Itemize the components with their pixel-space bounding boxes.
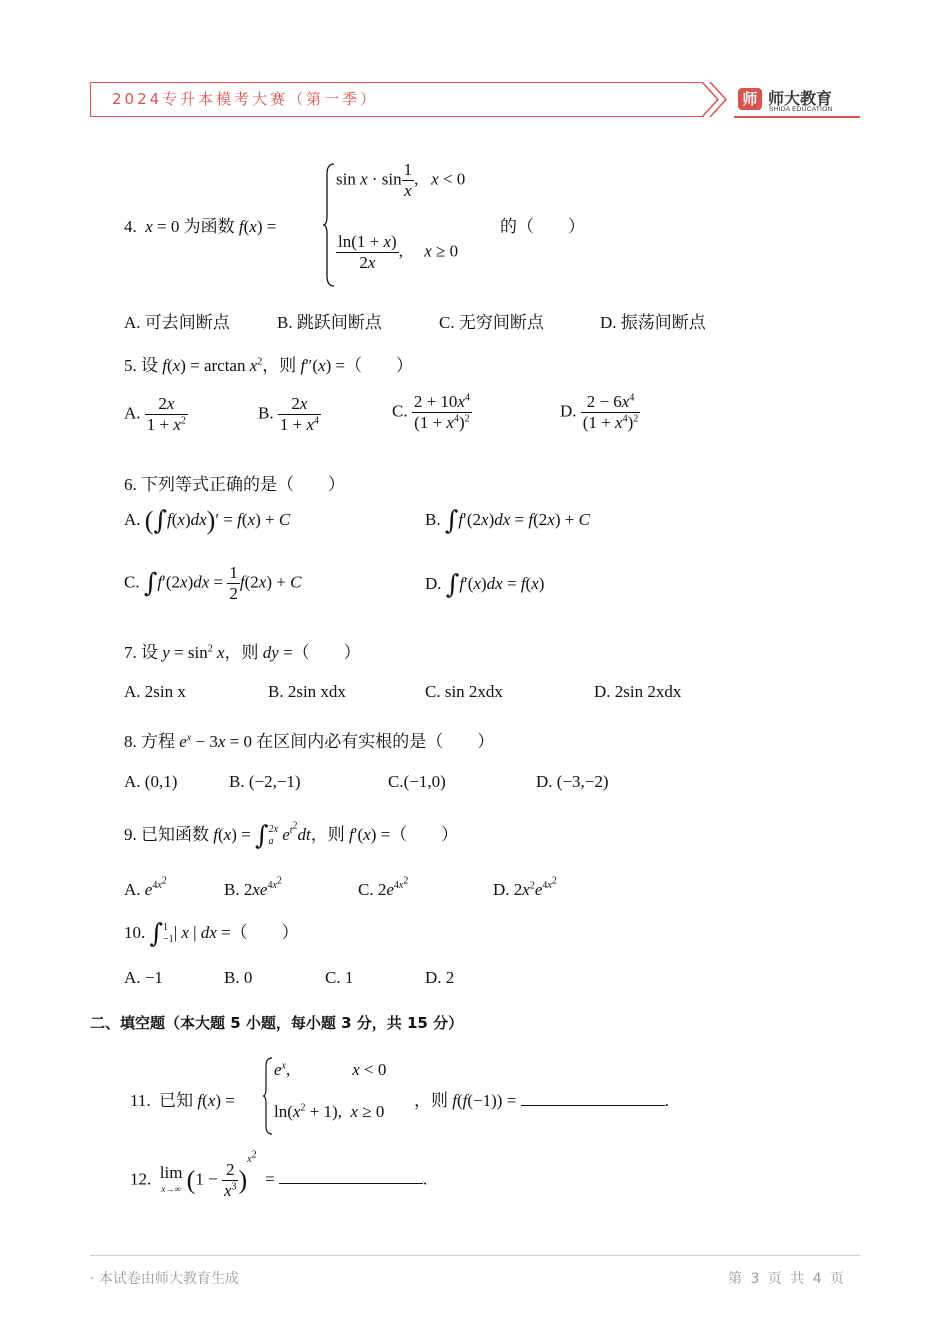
logo-name: 师大教育 bbox=[768, 89, 833, 108]
q10-stem: 10. ∫1 −1| x | dx =（ ） bbox=[124, 919, 299, 950]
q4-option-c[interactable]: C. 无穷间断点 bbox=[439, 313, 544, 332]
q6-option-a[interactable]: A. (∫f(x)dx)′ = f(x) + C bbox=[124, 506, 291, 536]
q11-case2: $\ln(x^2 + 1)$, x ≥ 0 bbox=[274, 1102, 385, 1121]
q8-stem: 8. 方程 $e^x - 3x = 0$ 在区间内必有实根的是（ ） bbox=[124, 732, 495, 751]
q4-lead: 4. x = 0 为函数 f(x) = bbox=[124, 217, 277, 236]
q11-brace-icon bbox=[262, 1056, 274, 1136]
footer-page-number: 第 3 页 共 4 页 bbox=[728, 1271, 847, 1287]
q9-option-c[interactable]: C. $2e^{4x^2}$ bbox=[358, 876, 409, 899]
q5-option-d[interactable]: D. $\frac{2 - 6x^4}{(1 + x^4)^2}$ bbox=[560, 392, 639, 432]
q11-answer-blank[interactable] bbox=[521, 1105, 665, 1106]
q11-tail: ，则 f(f(−1)) = . bbox=[414, 1091, 669, 1110]
q5-option-b[interactable]: B. $\frac{2x}{1 + x^4}$ bbox=[258, 394, 319, 434]
q5-option-c[interactable]: C. $\frac{2 + 10x^4}{(1 + x^4)^2}$ bbox=[392, 392, 470, 432]
q11-case1: $e^x$, x < 0 bbox=[274, 1060, 387, 1079]
q7-option-d[interactable]: D. 2sin 2xdx bbox=[594, 682, 682, 701]
q4-option-d[interactable]: D. 振荡间断点 bbox=[600, 313, 706, 332]
q4-brace-icon bbox=[322, 162, 336, 288]
q6-stem: 6. 下列等式正确的是（ ） bbox=[124, 475, 345, 494]
q5-option-a[interactable]: A. $\frac{2x}{1 + x^2}$ bbox=[124, 394, 186, 434]
q10-option-d[interactable]: D. 2 bbox=[425, 968, 455, 987]
q7-stem: 7. 设 $y = \sin^2 x$，则 dy =（ ） bbox=[124, 643, 361, 662]
q6-option-c[interactable]: C. ∫f′(2x)dx = $\frac{1}{2}$ f(2x) + C bbox=[124, 563, 302, 603]
q11-lead: 11. 已知 f(x) = bbox=[130, 1091, 235, 1110]
q9-option-d[interactable]: D. $2x^2e^{4x^2}$ bbox=[493, 876, 557, 899]
q8-option-c[interactable]: C.(−1,0) bbox=[388, 772, 446, 791]
logo-underline bbox=[734, 116, 860, 118]
q9-stem: 9. 已知函数 f(x) = ∫2x a $e^{t^2}dt$，则 f′(x) =（ ） bbox=[124, 821, 459, 852]
q8-option-a[interactable]: A. (0,1) bbox=[124, 772, 178, 791]
q7-option-b[interactable]: B. 2sin xdx bbox=[268, 682, 346, 701]
q10-option-b[interactable]: B. 0 bbox=[224, 968, 253, 987]
q4-option-b[interactable]: B. 跳跃间断点 bbox=[277, 313, 382, 332]
q7-option-c[interactable]: C. sin 2xdx bbox=[425, 682, 503, 701]
q6-option-d[interactable]: D. ∫f′(x)dx = f(x) bbox=[425, 570, 545, 600]
footer-divider bbox=[90, 1255, 860, 1256]
q8-option-d[interactable]: D. (−3,−2) bbox=[536, 772, 609, 791]
q6-option-b[interactable]: B. ∫f′(2x)dx = f(2x) + C bbox=[425, 506, 590, 536]
logo-subtitle: SHIDA EDUCATION bbox=[769, 106, 833, 113]
q10-option-a[interactable]: A. −1 bbox=[124, 968, 163, 987]
q9-option-b[interactable]: B. $2xe^{4x^2}$ bbox=[224, 876, 282, 899]
banner-arrow bbox=[690, 82, 730, 117]
q4-case1: sin x · sin $\frac{1}{x}$ , x < 0 bbox=[336, 160, 466, 200]
q10-option-c[interactable]: C. 1 bbox=[325, 968, 354, 987]
q7-option-a[interactable]: A. 2sin x bbox=[124, 682, 186, 701]
section-heading-fill-in: 二、填空题（本大题 5 小题，每小题 3 分，共 15 分） bbox=[90, 1014, 464, 1032]
footer-source: · 本试卷由师大教育生成 bbox=[90, 1271, 239, 1287]
q4-case2: $\frac{\ln(1 + x)}{2x}$ , x ≥ 0 bbox=[338, 232, 459, 272]
q9-option-a[interactable]: A. $e^{4x^2}$ bbox=[124, 876, 167, 899]
q12-answer-blank[interactable] bbox=[279, 1183, 423, 1184]
q5-stem: 5. 设 $f(x) = \arctan x^2$，则 f″(x) =（ ） bbox=[124, 356, 414, 375]
logo-icon: 师 bbox=[738, 88, 762, 110]
q12-stem: 12. lim x→∞ (1 − $\frac{2}{x^3}$ )$^{x^2}$ = . bbox=[130, 1149, 428, 1200]
q8-option-b[interactable]: B. (−2,−1) bbox=[229, 772, 301, 791]
exam-title: 2024专升本模考大赛（第一季） bbox=[112, 90, 379, 108]
q4-tail: 的（ ） bbox=[500, 217, 585, 236]
q4-option-a[interactable]: A. 可去间断点 bbox=[124, 313, 230, 332]
